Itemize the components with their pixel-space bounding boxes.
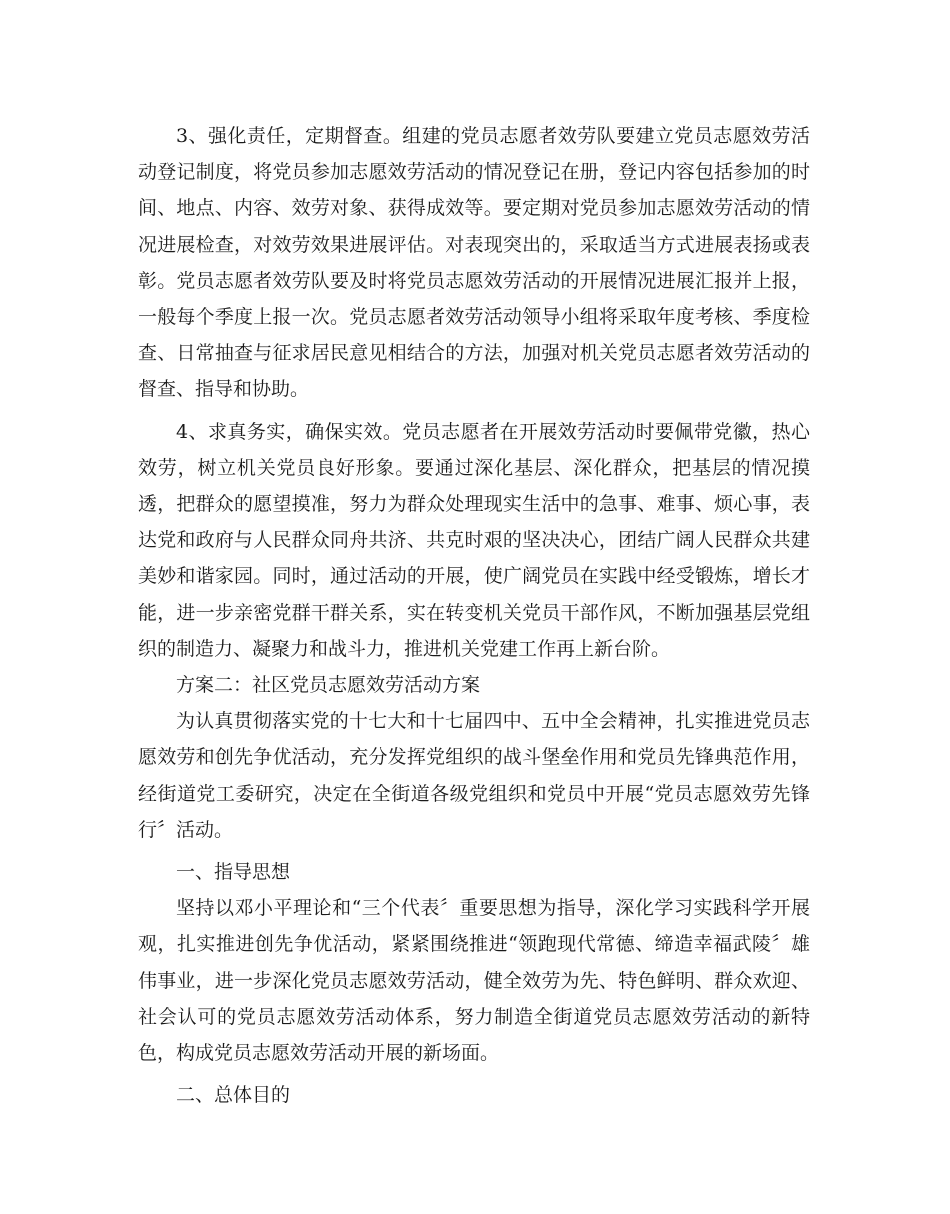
paragraph-strengthen-responsibility: 3、强化责任，定期督查。组建的党员志愿者效劳队要建立党员志愿效劳活动登记制度，将党员参加志愿效劳活动的情况登记在册，登记内容包括参加的时间、地点、内容、效劳对象、获得成效等。要定期对党员参加志愿效劳活动的情况进展检查，对效劳效果进展评估。对表现突出的，采取适当方式进展表扬或表彰。党员志愿者效劳队要及时将党员志愿效劳活动的开展情况进展汇报并上报，一般每个季度上报一次。党员志愿者效劳活动领导小组将采取年度考核、季度检查、日常抽查与征求居民意见相结合的方法，加强对机关党员志愿者效劳活动的督查、指导和协助。 bbox=[138, 125, 810, 401]
paragraph-plan-two-intro: 为认真贯彻落实党的十七大和十七届四中、五中全会精神，扎实推进党员志愿效劳和创先争优活动，充分发挥党组织的战斗堡垒作用和党员先锋典范作用，经街道党工委研究，决定在全街道各级党组织和党员中开展“党员志愿效劳先锋行〞活动。 bbox=[138, 710, 810, 841]
section-heading-guiding-ideology: 一、指导思想 bbox=[176, 861, 291, 884]
document-body bbox=[138, 118, 810, 1113]
section-heading-overall-goal: 二、总体目的 bbox=[176, 1084, 291, 1107]
paragraph-seek-truth: 4、求真务实，确保实效。党员志愿者在开展效劳活动时要佩带党徽，热心效劳，树立机关党员良好形象。要通过深化基层、深化群众，把基层的情况摸透，把群众的愿望摸准，努力为群众处理现实生活中的急事、难事、烦心事，表达党和政府与人民群众同舟共济、共克时艰的坚决决心，团结广阔人民群众共建美妙和谐家园。同时，通过活动的开展，使广阔党员在实践中经受锻炼，增长才能，进一步亲密党群干群关系，实在转变机关党员干部作风，不断加强基层党组织的制造力、凝聚力和战斗力，推进机关党建工作再上新台阶。 bbox=[138, 420, 810, 660]
paragraph-guiding-ideology: 坚持以邓小平理论和“三个代表〞重要思想为指导，深化学习实践科学开展观，扎实推进创先争优活动，紧紧围绕推进“领跑现代常德、缔造幸福武陵〞雄伟事业，进一步深化党员志愿效劳活动，健全效劳为先、特色鲜明、群众欢迎、社会认可的党员志愿效劳活动体系，努力制造全街道党员志愿效劳活动的新特色，构成党员志愿效劳活动开展的新场面。 bbox=[138, 897, 810, 1065]
section-heading-plan-two: 方案二：社区党员志愿效劳活动方案 bbox=[176, 674, 481, 697]
